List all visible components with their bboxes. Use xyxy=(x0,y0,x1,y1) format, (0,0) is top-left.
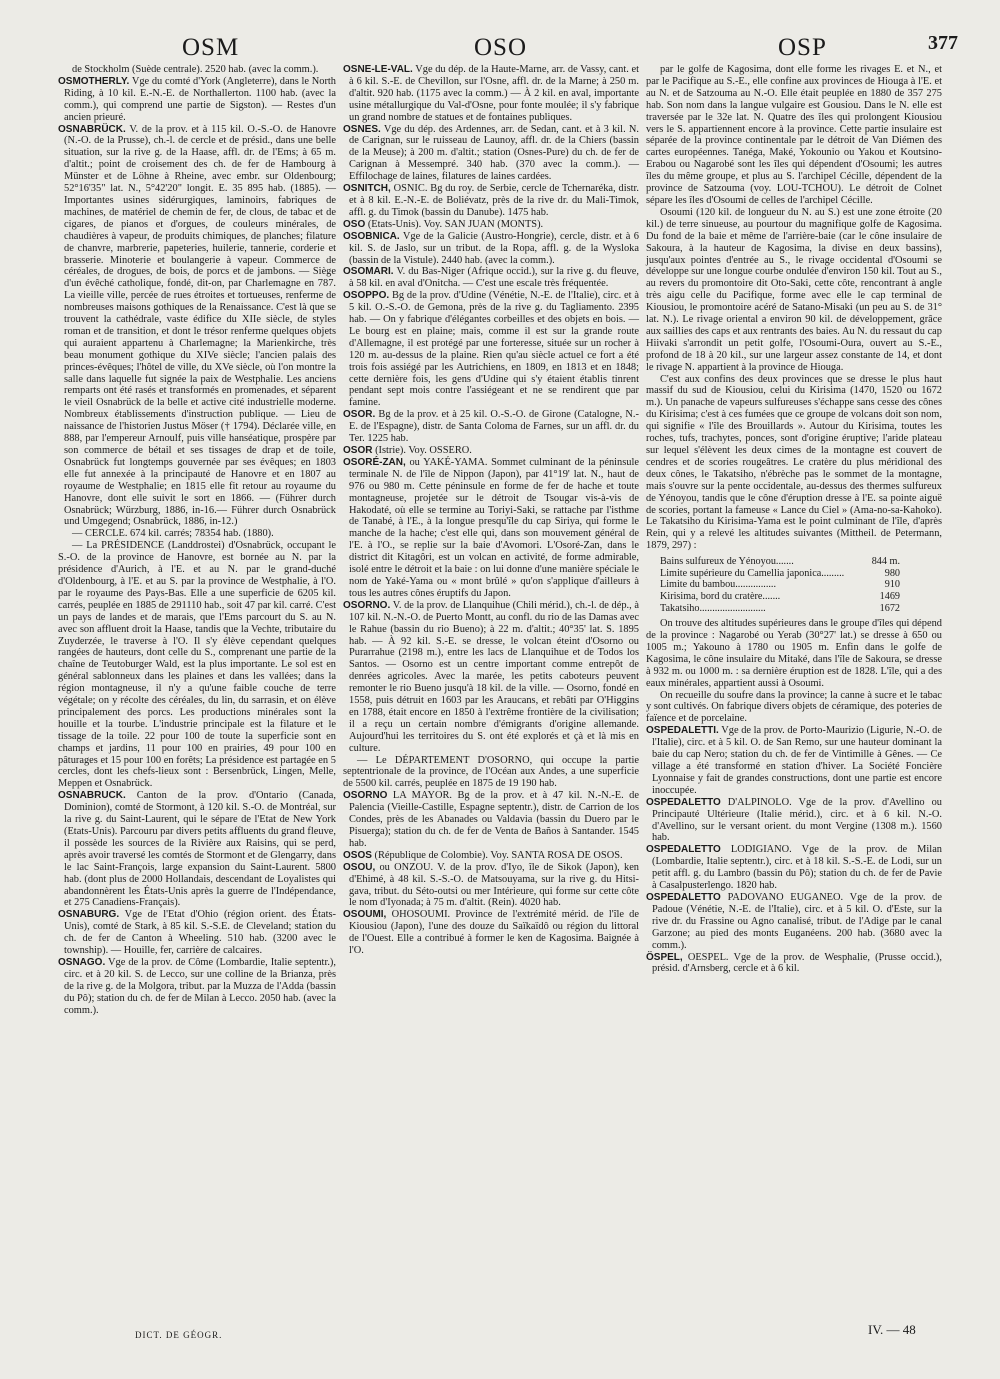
dictionary-entry xyxy=(343,909,639,957)
entry-paragraph xyxy=(646,207,942,374)
entry-headword: OSORÉ-ZAN, xyxy=(343,456,406,468)
altitude-label: Kirisima, bord du cratère....... xyxy=(660,590,781,602)
entry-text: — La PRÉSIDENCE (Landdrostei) d'Osnabrück, occupant le S.-O. de la province de Hanovre, est bornée au N. par la présidence d'Aurich, à l'E. et au N. par le grand-duché d'Oldenbourg, à l'E. et au S. par la province de Westphalie, à l'O. par le royaume des Pays-Bas. Elle a une superficie de 6205 kil. carrés, peuplée en 1885 de 291110 hab., soit 47 par kil. carré. C'est un pays de landes et de marais, que l'Ems parcourt du S. au N. avec son affluent droit la Haase, tandis que la Vechte, tributaire du Zuyderzée, le traverse à l'O. Il s'y élève cependant quelques rangées de hauteurs, dont celle du S., comprenant une partie de la chaîne de Teutoburger Wald, est la plus importante. Le sol est en général sablonneux dans les plaines et dans les vallées; dans la région montagneuse, il n'y a qu'une faible couche de terre végétale; on y récolte des céréales, du lin, du sarrasin, et on élève principalement des porcs. Les productions minérales sont la houille et la tourbe. L'industrie principale est la filature et le tissage de la toile. 22 pour 100 de toute la superficie sont en champs et jardins, 11 pour 100 en prairies, 49 pour 100 en pâturages et 15 pour 100 en forêts; La présidence est partagée en 5 cercles, dont les chefs-lieux sont : Bersenbrück, Lingen, Melle, Meppen et Osnabrück. xyxy=(58,540,336,790)
entry-headword: OSNITCH, xyxy=(343,183,391,195)
entry-headword: OSOBNICA. xyxy=(343,230,400,242)
entry-text: Bg de la prov. d'Udine (Vénétie, N.-E. de l'Italie), circ. et à 5 kil. O.-S.-O. de Gemona, près de la rive g. du Tagliamento. 2395 hab. — On y fabrique d'élégantes corbeilles et des objets en bois. — Le bourg est en plaine; mais, comme il est sur la grande route d'Allemagne, il est protégé par une forteresse, située sur un rocher à 120 m. au-dessus de la plaine. Rien qu'au siècle actuel ce fort a été trois fois assiégé par les Autrichiens, en 1809, en 1813 et en 1848; cette dernière fois, les gens d'Udine qui s'y étaient établis tinrent pendant sept mois contre l'assiégeant et ne se rendirent que par famine. xyxy=(349,290,639,409)
dictionary-entry xyxy=(646,892,942,952)
page-number: 377 xyxy=(928,32,958,54)
entry-headword: OSNABRÜCK. xyxy=(58,123,126,135)
dictionary-entry xyxy=(343,790,639,850)
entry-paragraph xyxy=(646,374,942,553)
entry-text: (Etats-Unis). Voy. SAN JUAN (MONTS). xyxy=(367,218,544,230)
entry-text: Bg de la prov. et à 25 kil. O.-S.-O. de Girone (Catalogne, N.-E. de l'Espagne), distr. de Santa Coloma de Farnes, sur un affl. dr. du Ter. 1225 hab. xyxy=(349,409,639,445)
altitude-row xyxy=(660,568,900,580)
dictionary-entry xyxy=(343,862,639,910)
dictionary-entry xyxy=(343,219,639,231)
entry-paragraph xyxy=(58,64,336,76)
entry-text: ou YAKÉ-YAMA. Sommet culminant de la péninsule terminale N. de l'île de Nippon (Japon), par 41°19' lat. N., haut de 976 ou 980 m. Cette péninsule en forme de fer de hache et toute montagneuse, projetée sur le détroit de Tsougar vis-à-vis de Hakodaté, où elle se termine au Toriyi-Saki, se rattache par l'isthme de Tanabé, à l'E., à la longue presqu'île du cap Siriya, qui forme le manche de la hache; c'est elle qui, dans son mouvement général de l'E. à l'O., se replie sur la baie d'Avomori. L'Osoré-Zan, dans le district dit Kitagôri, est un volcan en activité, de forme admirable, isolé entre le détroit et la baie : on lui donne d'une manière spéciale le nom de Yaké-Yama ou « mont brûlé » qu'on s'applique d'ailleurs à tous les autres cônes éruptifs du Japon. xyxy=(349,456,639,599)
page-header xyxy=(0,26,1000,66)
entry-headword: OSORNO xyxy=(343,790,388,802)
footer-signature: DICT. DE GÉOGR. xyxy=(135,1330,223,1340)
entry-text: par le golfe de Kagosima, dont elle forme les rivages E. et N., et par le Pacifique au S.-E., elle confine aux provinces de Hiouga à l'E. et au N. et de Satzouma au N.-O. Elle était peuplée en 1880 de 357 275 hab. Son nom dans la langue vulgaire est Gousiou. Dans le N. elle est traversée par le 32e lat. N. Quatre des îles qui prolongent Kiousiou vers le S. appartiennent encore à la province. Cette partie insulaire est séparée de la province continentale par le détroit de Van Diémen des cartes européennes. Tanéga, Maké, Yokounio ou Yakou et Koutsino-Erabou ou Nagarobé sont les îles qui dépendent d'Osoumi; les autres îles du même groupe, et plus au S. l'archipel Cécille, dépendent de la province de Satzouma (voy. LOU-TCHOU). Le détroit de Colnet sépare les îles d'Osoumi de celles de l'archipel Cécille. xyxy=(646,64,942,206)
text-column-2 xyxy=(343,64,639,957)
entry-headword: OSNABURG. xyxy=(58,909,120,921)
entry-text: V. du Bas-Niger (Afrique occid.), sur la rive g. du fleuve, à 58 kil. en aval d'Onitcha. — C'est une escale très fréquentée. xyxy=(349,266,639,290)
entry-paragraph xyxy=(343,755,639,791)
dictionary-entry xyxy=(58,909,336,957)
entry-text: ou ONZOU. V. de la prov. d'Iyo, île de Sikok (Japon), ken d'Ehimé, à 48 kil. S.-S.-O. de Matsouyama, sur la rive g. du Hitsi-gava, tribut. du Séto-outsi ou mer Intérieure, qui forme sur cette côte le nom d'Iyonada; à 75 m. d'altit. (Rein). 4020 hab. xyxy=(349,861,639,909)
entry-text: — Le DÉPARTEMENT D'OSORNO, qui occupe la partie septentrionale de la province, de l'Océan aux Andes, a une superficie de 5500 kil. carrés, peuplée en 1875 de 19 190 hab. xyxy=(343,754,639,790)
entry-text: Canton de la prov. d'Ontario (Canada, Dominion), comté de Stormont, à 120 kil. S.-O. de Montréal, sur la rive g. du Saint-Laurent, qui le sépare de l'Etat de New York (Etats-Unis). Parcouru par divers petits affluents du grand fleuve, il possède les sources de la Rivière aux Raisins, qui se perd, après avoir traversé les comtés de Stormont et de Glengarry, dans le lac Saint-François, large expansion du Saint-Laurent. 5800 hab. (dont plus de 2000 Hollandais, descendant de Loyalistes qui abandonnèrent les États-Unis après la guerre de l'Indépendance, et 275 Canadiens-Français). xyxy=(64,790,336,909)
entry-headword: OSNABRUCK. xyxy=(58,790,126,802)
entry-text: LODIGIANO. Vge de la prov. de Milan (Lombardie, Italie septentr.), circ. et à 18 kil. S.-S.-E. de Lodi, sur un petit affl. g. du Lambro (bassin du Pô); station du ch. de fer de Pavie à Casalpusterlengo. 1820 hab. xyxy=(652,844,942,892)
dictionary-entry xyxy=(343,445,639,457)
dictionary-entry xyxy=(646,797,942,845)
dictionary-entry xyxy=(58,957,336,1017)
dictionary-entry xyxy=(58,124,336,529)
altitude-label: Limite supérieure du Camellia japonica......... xyxy=(660,567,845,579)
dictionary-entry xyxy=(343,290,639,409)
entry-text: PADOVANO EUGANEO. Vge de la prov. de Padoue (Vénétie, N.-E. de l'Italie), circ. et à 5 kil. O. d'Este, sur la rive dr. du Frassine ou Agno canalisé, tribut. de l'Adige par le canal Garzone; au pied des monts Euganéens. 200 hab. (3680 avec la comm.). xyxy=(652,891,942,951)
entry-paragraph xyxy=(646,690,942,726)
entry-text: Vge de la prov. de Porto-Maurizio (Ligurie, N.-O. de l'Italie), circ. et à 5 kil. O. de San Remo, sur une hauteur dominant la baie du cap Nero; station du ch. de fer de Vintimille à Gênes. — Ce village a été transformé en station d'hiver. La Société Foncière Lyonnaise y fait de grandes constructions, dont une partie est encore inoccupée. xyxy=(652,725,942,796)
entry-headword: OSPEDALETTO xyxy=(646,844,721,856)
altitude-row xyxy=(660,579,900,591)
dictionary-entry xyxy=(646,725,942,796)
entry-text: Vge de la prov. de Côme (Lombardie, Italie septentr.), circ. et à 20 kil. S. de Lecco, sur une colline de la Brianza, près de la rive g. de la Molgora, tribut. par la Muzza de l'Adda (bassin du Pô); station du ch. de fer de Milan à Lecco. 2050 hab. (avec la comm.). xyxy=(64,956,336,1016)
entry-headword: ÖSPEL, xyxy=(646,951,683,963)
entry-text: LA MAYOR. Bg de la prov. et à 47 kil. N.-N.-E. de Palencia (Vieille-Castille, Espagne septentr.), distr. de Carrion de los Condes, près de les Abanades ou Valdavia (bassin du Duero par le Pisuerga); station du ch. de fer de Venta de Baños à Santander. 1545 hab. xyxy=(349,790,639,849)
entry-paragraph xyxy=(646,618,942,689)
text-column-3 xyxy=(646,64,942,975)
entry-text: (Istrie). Voy. OSSERO. xyxy=(375,445,472,456)
entry-text: OESPEL. Vge de la prov. de Wesphalie, (Prusse occid.), présid. d'Arnsberg, cercle et à 6 kil. xyxy=(652,951,942,975)
altitude-table xyxy=(660,556,942,614)
entry-headword: OSNE-LE-VAL. xyxy=(343,64,413,75)
altitude-value: 980 xyxy=(884,567,900,579)
entry-headword: OSPEDALETTI. xyxy=(646,725,719,737)
entry-text: V. de la prov. de Llanquihue (Chili mérid.), ch.-l. de dép., à 107 kil. N.-N.-O. de Puerto Montt, au confl. du rio de las Damas avec le Rahue (bassin du rio Bueno); à 22 m. d'altit.; 40°35' lat. S. 1895 hab. — À 92 kil. S.-E. se dresse, le volcan éteint d'Osorno ou Purarrahue (2198 m.), entre les lacs de Llanquihue et de Todos los Santos. — Osorno est un centre important comme entrepôt de denrées agricoles. Avec la marée, les petits caboteurs peuvent remonter le rio Bueno jusqu'à 18 kil. de la ville. — Osorno, fondé en 1558, puis détruit en 1603 par les Araucans, et rebâti par O'Higgins en 1788, était encore en 1850 à l'extrême frontière de la civilisation; il a reçu un certain nombre d'émigrants d'origine allemande. Aujourd'hui les territoires du S. ont été explorés et çà et là mis en culture. xyxy=(349,599,640,754)
altitude-value: 910 xyxy=(884,579,900,591)
dictionary-entry xyxy=(343,409,639,445)
entry-text: Osoumi (120 kil. de longueur du N. au S.) est une zone étroite (20 kil.) de terre sinueuse, au pourtour du magnifique golfe de Kagosima. Du fond de la baie et même de l'arrière-baie (car le cône insulaire de Sakoura, à la hauteur de Kagosima, la divise en deux bassins), jusqu'aux pointes d'entrée au S., le rivage occidental d'Osoumi se développe sur une longue courbe ondulée d'environ 150 kil. Tout au S., au revers du promontoire dit Oto-Saki, cette côte, rencontrant à angle très aigu celle du Pacifique, forme avec elle le cap terminal de Kiousiou, le promontoire acéré de Satano-Misaki (un peu au S. de 31° lat. N.). Le rivage oriental a environ 90 kil. de développement, grâce aux saillies des caps et aux rentrants des baies. Au N. du ressaut du cap Hiivaki s'arrondit un petit golfe, l'Osoumi-Oura, ouvert au S.-E., profond de 18 à 20 kil., sur une largeur assez constante de 14, et dont le rivage N. appartient à la province de Hiouga. xyxy=(646,206,942,373)
entry-text: Vge du dép. des Ardennes, arr. de Sedan, cant. et à 3 kil. N. de Carignan, sur le ruisseau de Launoy, affl. dr. de la Chiers (bassin de la Meuse); à 200 m. d'altit.; station (Osnes-Pure) du ch. de fer de Carignan à Messempré. 340 hab. (370 avec la comm.). — Effilochage de laines, filatures de laines cardées. xyxy=(349,123,639,183)
running-head-right: OSP xyxy=(778,34,827,61)
altitude-row xyxy=(660,556,900,568)
running-head-left: OSM xyxy=(182,34,240,61)
entry-headword: OSOUMI, xyxy=(343,909,387,921)
dictionary-entry xyxy=(646,952,942,976)
dictionary-entry xyxy=(646,844,942,892)
entry-text: OHOSOUMI. Province de l'extrémité mérid. de l'île de Kiousiou (Japon), l'une des douze du Saïkaïdô ou région du littoral de l'Ouest. Elle a contribué à former le ken de Kagosima. Baignée à l'O. xyxy=(349,909,639,957)
altitude-row xyxy=(660,603,900,615)
entry-text: D'ALPINOLO. Vge de la prov. d'Avellino ou Principauté Ultérieure (Italie mérid.), circ. et à 6 kil. N.-O. d'Avellino, sur le versant orient. du mont Vergine (1308 m.). 1560 hab. xyxy=(652,796,942,844)
entry-headword: OSNES. xyxy=(343,123,381,135)
entry-headword: OSOS xyxy=(343,849,372,861)
entry-headword: OSO xyxy=(343,218,366,230)
entry-text: On recueille du soufre dans la province; la canne à sucre et le tabac y sont cultivés. On fabrique divers objets de céramique, des poteries de faïence et de porcelaine. xyxy=(646,689,942,725)
entry-headword: OSMOTHERLY. xyxy=(58,75,130,87)
entry-headword: OSOPPO. xyxy=(343,290,390,302)
dictionary-entry xyxy=(343,183,639,219)
entry-text: Vge de la Galicie (Austro-Hongrie), cercle, distr. et à 6 kil. S. de Jaslo, sur un tribut. de la Ropa, affl. g. de la Wysloka (bassin de la Vistule). 2440 hab. (avec la comm.). xyxy=(349,230,639,266)
entry-text: Vge de l'Etat d'Ohio (région orient. des États-Unis), comté de Stark, à 85 kil. S.-S.E. de Cleveland; station du ch. de fer de Canton à Wheeling. 510 hab. (3200 avec le township). — Houille, fer, carrière de calcaires. xyxy=(64,909,336,957)
entry-paragraph xyxy=(646,64,942,207)
entry-headword: OSOR xyxy=(343,445,373,456)
entry-text: — CERCLE. 674 kil. carrés; 78354 hab. (1880). xyxy=(72,528,274,540)
altitude-value: 844 m. xyxy=(871,556,900,568)
dictionary-entry xyxy=(343,64,639,124)
footer-volume: IV. — 48 xyxy=(868,1322,916,1337)
entry-text: Vge du comté d'York (Angleterre), dans le North Riding, à 10 kil. E.-N.-E. de Northallerton. 1100 hab. (avec la comm.), qui comprend une partie de Sigston). — Restes d'un ancien prieuré. xyxy=(64,75,336,123)
altitude-row xyxy=(660,591,900,603)
entry-headword: OSPEDALETTO xyxy=(646,891,721,903)
entry-text: Vge du dép. de la Haute-Marne, arr. de Vassy, cant. et à 6 kil. S.-E. de Chevillon, sur l'Osne, affl. dr. de la Marne; à 250 m. d'altit. 920 hab. (1175 avec la comm.) — À 2 kil. en aval, importante usine métallurgique du Val-d'Osne, pour fonte moulée; il s'y fabrique un grand nombre de statues et de fontaines publiques. xyxy=(349,64,639,123)
altitude-label: Limite du bambou................ xyxy=(660,579,777,591)
entry-text: de Stockholm (Suède centrale). 2520 hab. (avec la comm.). xyxy=(72,64,319,75)
altitude-value: 1672 xyxy=(879,602,900,614)
altitude-label: Takatsiho.......................... xyxy=(660,602,766,614)
entry-headword: OSORNO. xyxy=(343,599,391,611)
entry-text: C'est aux confins des deux provinces que se dresse le plus haut massif du sud de Kiousiou, celui du Kirisima (1470, 1520 ou 1672 m.). Un panache de vapeurs sulfureuses s'échappe sans cesse des cônes du Kirisima; c'est à ces fumées que ce groupe de volcans doit son nom, qui signifie « l'île des Brouillards ». Autour du Kirisima, toutes les roches, tufs, trachytes, ponces, sont d'origine éruptive; l'aride plateau sur lequel s'élèvent les deux cimes de la montagne est couvert de cendres et de scories rougeâtres. Le cratère du plus méridional des deux cônes, le Takatsiho, n'ébrèche pas le sommet de la montagne, mais s'ouvre sur la pente occidentale, au-dessus des thermes sulfureux de Yénoyou, tandis que le cône d'éruption dresse à l'E. sa pointe aiguë de scories, portant la fameuse « Lance du Ciel » (Ama-no-sa-Kahoko). Le Takatsiho du Kirisima-Yama est le point culminant de l'île, d'après Rein, qui y a relevé les altitudes suivantes (Mittheil. de Petermann, 1879, 297) : xyxy=(646,373,942,552)
entry-paragraph xyxy=(58,528,336,540)
dictionary-entry xyxy=(343,850,639,862)
entry-paragraph xyxy=(58,540,336,790)
dictionary-entry xyxy=(343,457,639,600)
dictionary-entry xyxy=(343,266,639,290)
entry-headword: OSNAGO. xyxy=(58,956,106,968)
entry-text: V. de la prov. et à 115 kil. O.-S.-O. de Hanovre (N.-O. de la Prusse), ch.-l. de cercle et de présid., dans une belle situation, sur la rive g. de la Haase, affl. dr. de l'Ems; à 65 m. d'altit.; point de croisement des ch. de fer de Hambourg à Münster et de Löhne à Rheine, avec embr. sur Oldenbourg; 52°16'35" lat. N., 5°42'20" longit. E. 35 895 hab. (1885). — Importantes usines sidérurgiques, laminoirs, fabriques de machines, de matériel de chemin de fer, de clous, de tabac et de cigares, de pianos et d'orgues, de couleurs minérales, de chaudières à vapeur, de produits chimiques, de planches; filature de chanvre, marbrerie, papeteries, huilerie, tannerie, corderie et brasserie. Minoterie et boulangerie à vapeur. Commerce de céréales, de drogues, de bois, de porcs et de jambons. — Siège d'un évêché catholique, fondé, dit-on, par Charlemagne en 787. La vieille ville, percée de rues étroites et tortueuses, renferme de nombreuses maisons gothiques de la Renaissance. C'est là que se trouvent la cathédrale, vaste édifice du XIIe siècle, de styles roman et de transition, et dont le trésor renferme quelques objets qui auraient appartenu à Charlemagne; la Marienkirche, très beau monument gothique du XIVe siècle; l'ancien palais des princes-évêques; l'hôtel de ville, du XVe siècle, où l'on montre la salle dans laquelle fut signée la paix de Westphalie. Les anciens remparts ont été rasés et transformés en promenades, et séparent le vieil Osnabrück de la belle et active cité industrielle moderne. Nombreux établissements d'instruction publique. — Lieu de naissance de l'historien Justus Möser († 1794). Déclarée ville, en 888, par l'empereur Arnoulf, puis ville hanséatique, prospère par son commerce de bétail et ses tissages de drap et de toile, Osnabrück fut longtemps gouvernée par ses évêques; en 1803 elle fut annexée à la principauté de Hanovre et en 1807 au royaume de Westphalie; en 1815 elle fit retour au royaume du Hanovre, dont elle suivit le sort en 1866. — (Führer durch Osnabrück; Würzburg, 1886, in-16.— Führer durch Osnabrück und Umgegend; Osnabrück, 1886, in-12.) xyxy=(64,123,336,528)
entry-headword: OSOMARI. xyxy=(343,266,394,278)
dictionary-entry xyxy=(58,790,336,909)
entry-headword: OSPEDALETTO xyxy=(646,796,721,808)
running-head-middle: OSO xyxy=(474,34,528,61)
altitude-value: 1469 xyxy=(879,590,900,602)
dictionary-entry xyxy=(343,124,639,184)
entry-headword: OSOR. xyxy=(343,409,376,421)
altitude-label: Bains sulfureux de Yénoyou....... xyxy=(660,556,794,568)
entry-headword: OSOU, xyxy=(343,861,376,873)
entry-text: (République de Colombie). Voy. SANTA ROSA DE OSOS. xyxy=(374,849,623,861)
entry-text: OSNIC. Bg du roy. de Serbie, cercle de Tchernaréka, distr. et à 8 kil. E.-N.-E. de Boliévatz, près de la rive dr. du Mali-Timok, affl. g. du Timok (bassin du Danube). 1475 hab. xyxy=(349,183,639,218)
dictionary-entry xyxy=(343,600,639,755)
dictionary-entry xyxy=(58,76,336,124)
dictionary-entry xyxy=(343,231,639,267)
text-column-1 xyxy=(58,64,336,1017)
entry-text: On trouve des altitudes supérieures dans le groupe d'îles qui dépend de la province : Nagarobé ou Yerab (30°27' lat.) se dresse à 650 ou 1005 m.; Yakouno à 1780 ou 1905 m. Enfin dans le golfe de Kagosima, le cône insulaire du Mitaké, dans l'île de Sakoura, se dresse à 932 m. ou 1000 m. : sa dernière éruption est de 1828. L'île, qui a des eaux minérales, appartient aussi à Osoumi. xyxy=(646,618,942,689)
